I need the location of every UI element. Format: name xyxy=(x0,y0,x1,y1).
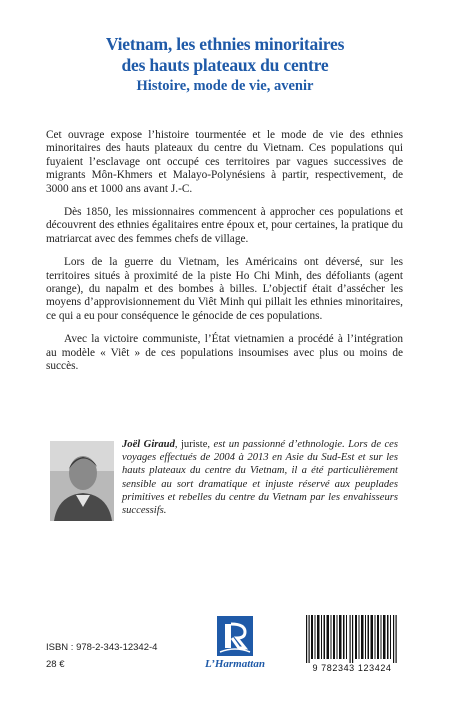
barcode-digits: 9 782343 123424 xyxy=(312,663,392,673)
blurb-paragraph-4: Avec la victoire communiste, l’État vietnamien a procédé à l’intégration au modèle « Viêt » de ces populations insoumises avec plus ou moins de succès. xyxy=(46,333,403,373)
harmattan-logo-icon xyxy=(217,616,253,656)
blurb-paragraph-3: Lors de la guerre du Vietnam, les Américains ont déversé, sur les territoires situés à proximité de la piste Ho Chi Minh, des défoliants (agent orange), du napalm et des bombes à billes. L’objectif était d’assécher les moyens d’approvisionnement du Viêt Minh qui pillait les ethnies minoritaires, ce qui a eu pour conséquence le génocide de ces populations. xyxy=(46,256,403,322)
cover-title-block xyxy=(0,34,450,96)
book-title-line-2: des hauts plateaux du centre xyxy=(121,55,329,75)
blurb-paragraph-2: Dès 1850, les missionnaires commencent à approcher ces populations et découvrent des ethnies égalitaires entre époux et, pour certaines, la pratique du matriarcat avec des femmes chefs de village. xyxy=(46,206,403,245)
book-title-line-1: Vietnam, les ethnies minoritaires xyxy=(105,34,345,54)
author-bio xyxy=(122,438,398,517)
author-photo xyxy=(50,441,114,521)
author-bio-text: est un passionné d’ethnologie. Lors de ces voyages effectués de 2004 à 2013 en Asie du Sud-Est et sur les hauts plateaux du centre du Vietnam, il a été particulièrement sensible au sort dramatique et injuste réservé aux peuplades primitives et rebelles du centre du Vietnam par les envahisseurs successifs. xyxy=(122,439,398,517)
isbn-text: ISBN : 978-2-343-12342-4 xyxy=(46,642,158,653)
book-subtitle: Histoire, mode de vie, avenir xyxy=(136,78,314,94)
back-cover-blurb xyxy=(46,129,403,384)
author-name: Joël Giraud xyxy=(122,439,175,450)
publisher-logo xyxy=(205,616,265,672)
price-text: 28 € xyxy=(46,659,65,670)
barcode-icon xyxy=(302,615,402,663)
blurb-paragraph-1: Cet ouvrage expose l’histoire tourmentée et le mode de vie des ethnies minoritaires des hauts plateaux du centre du Vietnam. Ces populations qui fuyaient l’esclavage ont occupé ces territoires par vagues successives de migrants Môn-Khmers et Malayo-Polynésiens à partir, respectivement, de 3000 ans et 1000 ans avant J.-C. xyxy=(46,129,403,195)
author-portrait-icon xyxy=(50,441,114,521)
author-role: , juriste, xyxy=(174,439,211,450)
publisher-name: L’Harmattan xyxy=(205,658,265,670)
